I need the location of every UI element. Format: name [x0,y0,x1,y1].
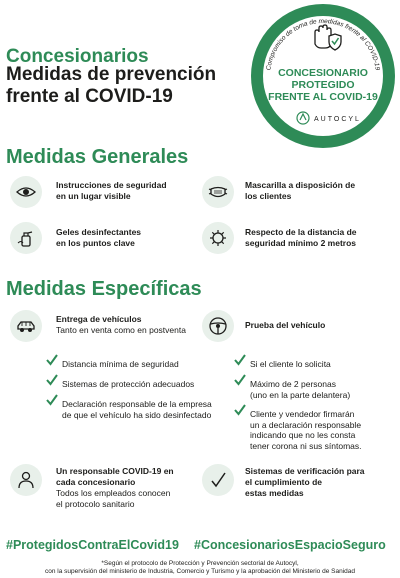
section-title-generales: Medidas Generales [6,146,189,168]
right-check-2: Máximo de 2 personas (uno en la parte delantera) [234,374,350,400]
general-item-3-line-1: Geles desinfectantes [56,227,142,237]
responsable-line-4: el protocolo sanitario [56,499,135,509]
header-line-3: frente al COVID-19 [6,86,173,107]
checkmark-icon [234,374,246,386]
entrega-title: Entrega de vehículos [56,314,142,324]
general-item-2-line-1: Mascarilla a disposición de [245,180,356,190]
virus-icon [202,222,234,254]
responsable-line-3: Todos los empleados conocen [56,488,171,498]
checkmark-icon [234,354,246,366]
check-icon [202,464,234,496]
header-line-2: Medidas de prevención [6,64,217,85]
entrega-sub: Tanto en venta como en postventa [56,325,186,335]
general-item-4-line-1: Respecto de la distancia de [245,227,357,237]
left-check-3: Declaración responsable de la empresa de que el vehículo ha sido desinfectado [46,394,212,420]
mask-icon [202,176,234,208]
protected-seal [248,2,398,150]
hashtag-left: #ProtegidosContraElCovid19 [6,538,179,552]
seal-line-3: FRENTE AL COVID-19 [268,91,378,103]
responsable-line-2: cada concesionario [56,477,136,487]
seal-line-2: PROTEGIDO [291,79,355,91]
general-item-2-line-2: los clientes [245,191,292,201]
verificacion-line-1: Sistemas de verificación para [245,466,365,476]
hashtag-right: #ConcesionariosEspacioSeguro [194,538,386,552]
general-item-1-line-2: en un lugar visible [56,191,131,201]
verificacion-line-3: estas medidas [245,488,304,498]
left-check-2: Sistemas de protección adecuados [46,374,194,390]
seal-arc-text: Compromiso de toma de medidas frente al COVID-19 [265,17,381,71]
right-check-3: Cliente y vendedor firmarán un a declaración responsable indicando que no les consta tener corona ni sus síntomas. [234,404,362,451]
checkmark-icon [46,374,58,386]
right-check-1: Si el cliente lo solicita [234,354,331,370]
eye-icon [10,176,42,208]
verificacion-line-2: el cumplimiento de [245,477,322,487]
steering-wheel-icon [202,310,234,342]
checkmark-icon [234,404,246,416]
checkmark-icon [46,354,58,366]
general-item-1-line-1: Instrucciones de seguridad [56,180,167,190]
header-line-1: Concesionarios [6,46,149,67]
checkmark-icon [46,394,58,406]
car-icon [10,310,42,342]
responsable-line-1: Un responsable COVID-19 en [56,466,174,476]
general-item-3-line-2: en los puntos clave [56,238,135,248]
person-icon [10,464,42,496]
left-check-1: Distancia mínima de seguridad [46,354,179,370]
seal-line-1: CONCESIONARIO [278,67,368,79]
general-item-4-line-2: seguridad mínimo 2 metros [245,238,356,248]
gel-icon [10,222,42,254]
prueba-title: Prueba del vehículo [245,320,326,330]
section-title-especificas: Medidas Específicas [6,278,202,300]
footnote-line-1: *Según el protocolo de Protección y Prevención sectorial de Autocyl, [101,560,299,567]
seal-brand: AUTOCYL [314,116,361,123]
footnote-line-2: con la supervisión del ministerio de Industria, Comercio y Turismo y la aprobación del Ministerio de Sanidad [45,568,355,575]
